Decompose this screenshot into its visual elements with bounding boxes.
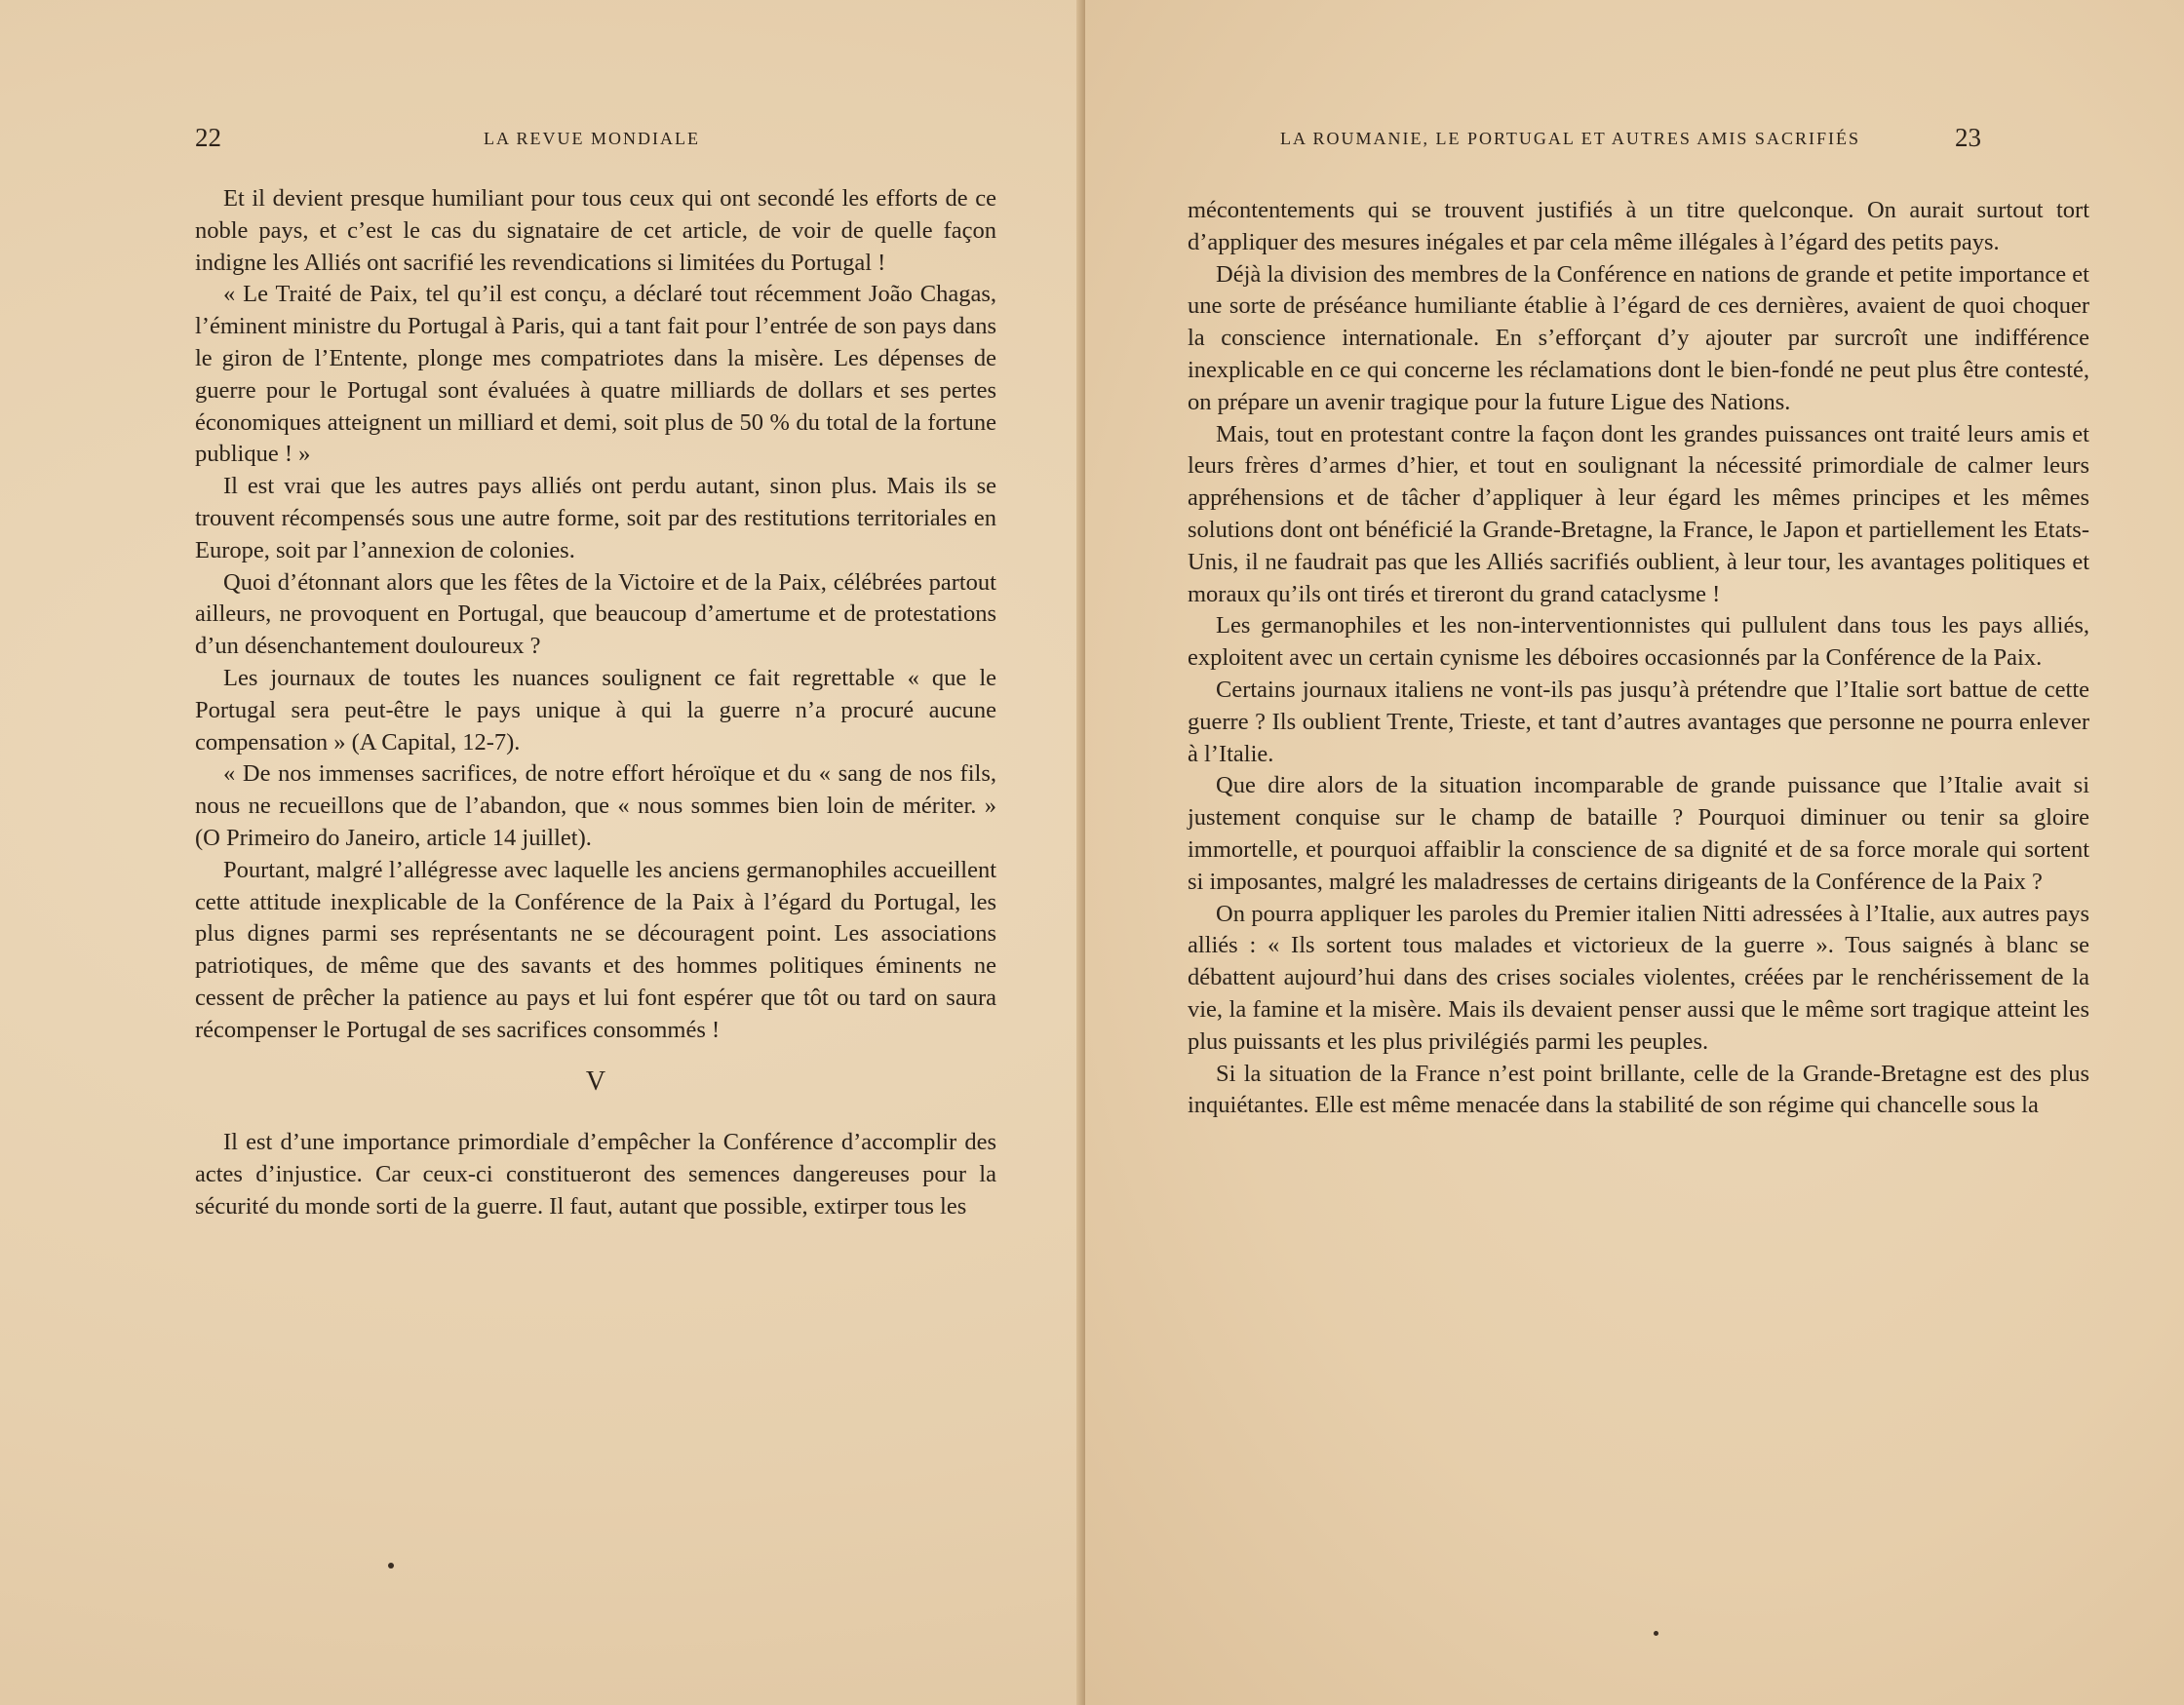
paragraph: Et il devient presque humiliant pour tous ceux qui ont secondé les efforts de ce noble pays, et c’est le cas du signataire de cet article, de voir de quelle façon indigne les Alliés ont sacrifié les revendications si limitées du Portugal ! bbox=[195, 185, 996, 276]
page-number: 23 bbox=[1955, 123, 1981, 152]
running-head: LA ROUMANIE, LE PORTUGAL ET AUTRES AMIS SACRIFIÉS bbox=[1280, 129, 1860, 148]
paragraph: Que dire alors de la situation incomparable de grande puissance que l’Italie avait si justement conquise sur le champ de bataille ? Pourquoi diminuer ou tenir sa gloire immortelle, et pourquoi affaiblir la conscience de sa dignité et de sa force morale qui sortent si imposantes, malgré les maladresses de certains dirigeants de la Conférence de la Paix ? bbox=[1188, 772, 2089, 895]
paragraph: On pourra appliquer les paroles du Premier italien Nitti adressées à l’Italie, aux autres pays alliés : « Ils sortent tous malades et victorieux de la guerre ». Tous saignés à blanc se débattent aujourd’hui dans des crises sociales violentes, créées par le renchérissement de la vie, la famine et la misère. Mais ils devaient penser aussi que le même sort tragique atteint les plus puissants et les plus privilégiés parmi les peuples. bbox=[1188, 900, 2089, 1055]
right-page bbox=[1085, 0, 2184, 1705]
right-body-text bbox=[1188, 195, 2089, 1122]
paragraph: Les germanophiles et les non-interventionnistes qui pullulent dans tous les pays alliés, exploitent avec un certain cynisme les déboires occasionnés par la Conférence de la Paix. bbox=[1188, 612, 2089, 672]
left-body-text bbox=[195, 183, 996, 1223]
paragraph-continuation: mécontentements qui se trouvent justifiés à un titre quelconque. On aurait surtout tort d’appliquer des mesures inégales et par cela même illégales à l’égard des petits pays. bbox=[1188, 197, 2089, 255]
paragraph: Certains journaux italiens ne vont-ils pas jusqu’à prétendre que l’Italie sort battue de cette guerre ? Ils oublient Trente, Trieste, et tant d’autres avantages que personne ne pourra enlever à l’Italie. bbox=[1188, 676, 2089, 767]
section-heading: V bbox=[585, 1066, 606, 1097]
paragraph: « Le Traité de Paix, tel qu’il est conçu, a déclaré tout récemment João Chagas, l’éminent ministre du Portugal à Paris, qui a tant fait pour l’entrée de son pays dans le giron de l’Entente, plonge mes compatriotes dans la misère. Les dépenses de guerre pour le Portugal sont évaluées à quatre milliards de dollars et ses pertes économiques atteignent un milliard et demi, soit plus de 50 % du total de la fortune publique ! » bbox=[195, 281, 996, 468]
paragraph: Les journaux de toutes les nuances soulignent ce fait regrettable « que le Portugal sera peut-être le pays unique à qui la guerre n’a procuré aucune compensation » (A Capital, 12-7). bbox=[195, 664, 996, 756]
paragraph: « De nos immenses sacrifices, de notre effort héroïque et du « sang de nos fils, nous ne recueillons que de l’abandon, que « nous sommes bien loin de mériter. » (O Primeiro do Janeiro, article 14 juillet). bbox=[195, 760, 996, 851]
ink-speck bbox=[388, 1563, 394, 1569]
ink-speck bbox=[1654, 1631, 1658, 1636]
paragraph: Déjà la division des membres de la Conférence en nations de grande et petite importance et une sorte de préséance humiliante établie à l’égard de ces dernières, avaient de quoi choquer la conscience internationale. En s’efforçant d’y ajouter par surcroît une indifférence inexplicable en ce qui concerne les réclamations dont le bien-fondé ne peut plus être contesté, on prépare un avenir tragique pour la future Ligue des Nations. bbox=[1188, 260, 2089, 415]
paragraph: Il est d’une importance primordiale d’empêcher la Conférence d’accomplir des actes d’injustice. Car ceux-ci constitueront des semences dangereuses pour la sécurité du monde sorti de la guerre. Il faut, autant que possible, extirper tous les bbox=[195, 1129, 996, 1220]
paragraph: Si la situation de la France n’est point brillante, celle de la Grande-Bretagne est des plus inquiétantes. Elle est même menacée dans la stabilité de son régime qui chancelle sous la bbox=[1188, 1060, 2089, 1119]
page-number: 22 bbox=[195, 123, 221, 152]
left-page bbox=[0, 0, 1085, 1705]
paragraph: Mais, tout en protestant contre la façon dont les grandes puissances ont traité leurs amis et leurs frères d’armes d’hier, et tout en soulignant la nécessité primordiale de calmer leurs appréhensions et de tâcher d’appliquer à leur égard les mêmes principes et les mêmes solutions dont ont bénéficié la Grande-Bretagne, la France, le Japon et partiellement les Etats-Unis, il ne faudrait pas que les Alliés sacrifiés oublient, à leur tour, les avantages politiques et moraux qu’ils ont tirés et tireront du grand cataclysme ! bbox=[1188, 420, 2089, 607]
paragraph: Il est vrai que les autres pays alliés ont perdu autant, sinon plus. Mais ils se trouvent récompensés sous une autre forme, soit par des restitutions territoriales en Europe, soit par l’annexion de colonies. bbox=[195, 473, 996, 563]
paragraph: Quoi d’étonnant alors que les fêtes de la Victoire et de la Paix, célébrées partout ailleurs, ne provoquent en Portugal, que beaucoup d’amertume et de protestations d’un désenchantement douloureux ? bbox=[195, 568, 996, 660]
running-head: LA REVUE MONDIALE bbox=[484, 129, 700, 148]
paragraph: Pourtant, malgré l’allégresse avec laquelle les anciens germanophiles accueillent cette attitude inexplicable de la Conférence de la Paix à l’égard du Portugal, les plus dignes parmi ses représentants ne se découragent point. Les associations patriotiques, de même que des savants et des hommes politiques éminents ne cessent de prêcher la patience au pays et lui font espérer que tôt ou tard on saura récompenser le Portugal de ses sacrifices consommés ! bbox=[195, 856, 996, 1043]
